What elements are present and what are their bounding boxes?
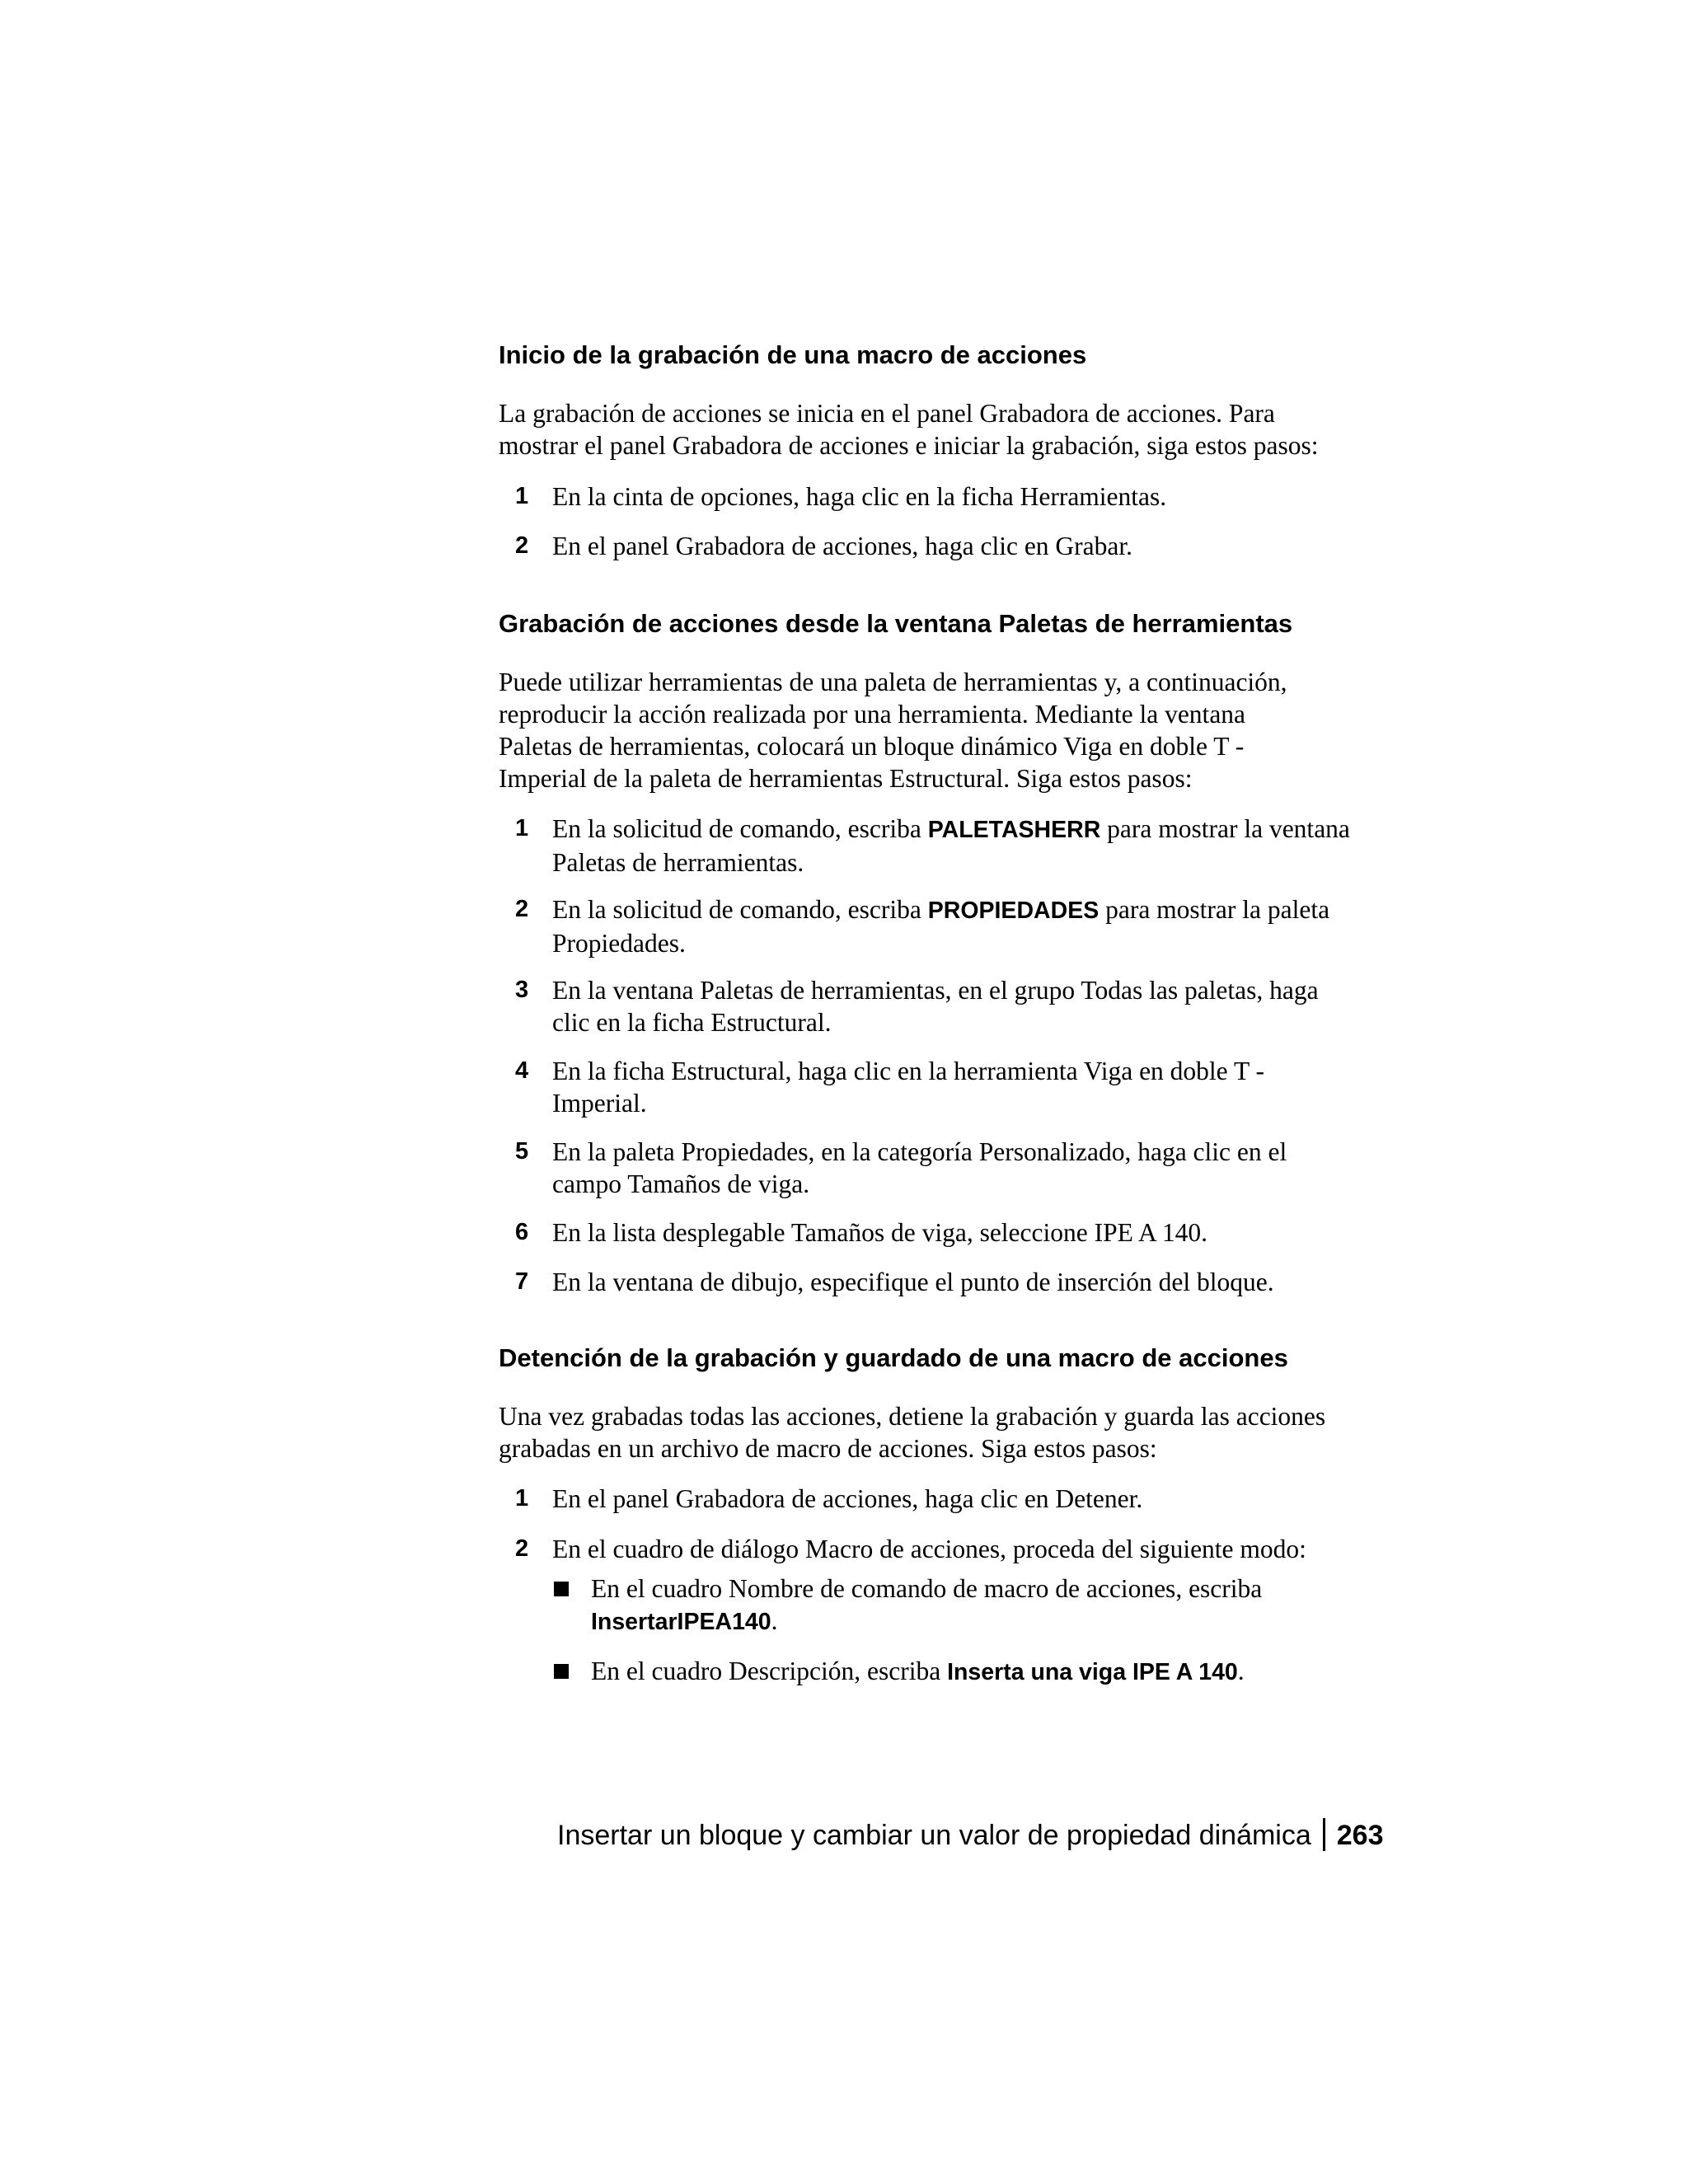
list-item — [499, 480, 1389, 513]
step-text: En la solicitud de comando, escriba PALETASHERR para mostrar la ventana Paletas de herramientas. — [552, 814, 1350, 877]
command-name: Inserta una viga IPE A 140 — [947, 1659, 1238, 1685]
list-item — [499, 974, 1389, 1038]
step-number: 6 — [515, 1219, 529, 1245]
bullet-item — [552, 1655, 1393, 1689]
list-item — [499, 813, 1389, 879]
list-item — [499, 1055, 1389, 1119]
step-number: 1 — [515, 1485, 529, 1511]
list-item — [499, 1216, 1389, 1249]
page-footer — [557, 1817, 1384, 1854]
bullet-square-icon — [554, 1664, 569, 1679]
page-number: 263 — [1336, 1820, 1384, 1851]
list-item — [499, 1483, 1389, 1515]
step-text: En la ventana Paletas de herramientas, en el grupo Todas las paletas, haga clic en la ficha Estructural. — [552, 976, 1319, 1037]
step-text: En el panel Grabadora de acciones, haga clic en Detener. — [552, 1484, 1143, 1513]
step-text: En la cinta de opciones, haga clic en la ficha Herramientas. — [552, 482, 1167, 511]
step-text: En la ficha Estructural, haga clic en la herramienta Viga en doble T - Imperial. — [552, 1057, 1265, 1118]
step-text: En la paleta Propiedades, en la categoría Personalizado, haga clic en el campo Tamaños de viga. — [552, 1137, 1287, 1198]
command-name: InsertarIPEA140 — [591, 1609, 771, 1635]
step-text: En la lista desplegable Tamaños de viga, seleccione IPE A 140. — [552, 1218, 1208, 1247]
step-number: 5 — [515, 1138, 529, 1165]
section-heading-start-recording: Inicio de la grabación de una macro de acciones — [499, 340, 1087, 369]
list-item — [499, 893, 1389, 959]
footer-title: Insertar un bloque y cambiar un valor de propiedad dinámica — [557, 1820, 1311, 1851]
list-item — [499, 1266, 1389, 1298]
section1-intro: La grabación de acciones se inicia en el panel Grabadora de acciones. Para mostrar el panel Grabadora de acciones e iniciar la grabación, siga estos pasos: — [499, 399, 1319, 460]
section3-intro: Una vez grabadas todas las acciones, detiene la grabación y guarda las acciones grabadas en un archivo de macro de acciones. Siga estos pasos: — [499, 1402, 1326, 1463]
step-number: 1 — [515, 483, 529, 509]
section2-intro: Puede utilizar herramientas de una paleta de herramientas y, a continuación, reproducir la acción realizada por una herramienta. Mediante la ventana Paletas de herramientas, colocará un bloque dinámico Viga en doble T - Imperial de la paleta de herramientas Estructural. Siga estos pasos: — [499, 668, 1287, 793]
bullet-text: En el cuadro Nombre de comando de macro de acciones, escriba InsertarIPEA140. — [591, 1574, 1263, 1635]
step-number: 1 — [515, 815, 529, 841]
step-number: 2 — [515, 1535, 529, 1562]
step-text: En la solicitud de comando, escriba PROPIEDADES para mostrar la paleta Propiedades. — [552, 895, 1330, 958]
list-item — [499, 1136, 1389, 1200]
bullet-square-icon — [554, 1582, 569, 1596]
step-text: En el cuadro de diálogo Macro de acciones, proceda del siguiente modo: — [552, 1535, 1306, 1563]
step-number: 4 — [515, 1057, 529, 1084]
command-name: PROPIEDADES — [927, 898, 1100, 924]
footer-divider — [1323, 1818, 1325, 1851]
step-text: En la ventana de dibujo, especifique el punto de inserción del bloque. — [552, 1268, 1274, 1296]
bullet-item — [552, 1572, 1393, 1638]
section-heading-tool-palettes: Grabación de acciones desde la ventana Paletas de herramientas — [499, 609, 1293, 638]
bullet-text: En el cuadro Descripción, escriba Inserta una viga IPE A 140. — [591, 1657, 1245, 1685]
step-number: 7 — [515, 1268, 529, 1295]
command-name: PALETASHERR — [927, 817, 1101, 843]
step-number: 3 — [515, 977, 529, 1003]
list-item — [499, 530, 1389, 562]
section-heading-stop-recording: Detención de la grabación y guardado de una macro de acciones — [499, 1343, 1288, 1372]
step-number: 2 — [515, 896, 529, 922]
step-number: 2 — [515, 532, 529, 559]
list-item — [499, 1533, 1389, 1565]
step-text: En el panel Grabadora de acciones, haga clic en Grabar. — [552, 532, 1133, 560]
